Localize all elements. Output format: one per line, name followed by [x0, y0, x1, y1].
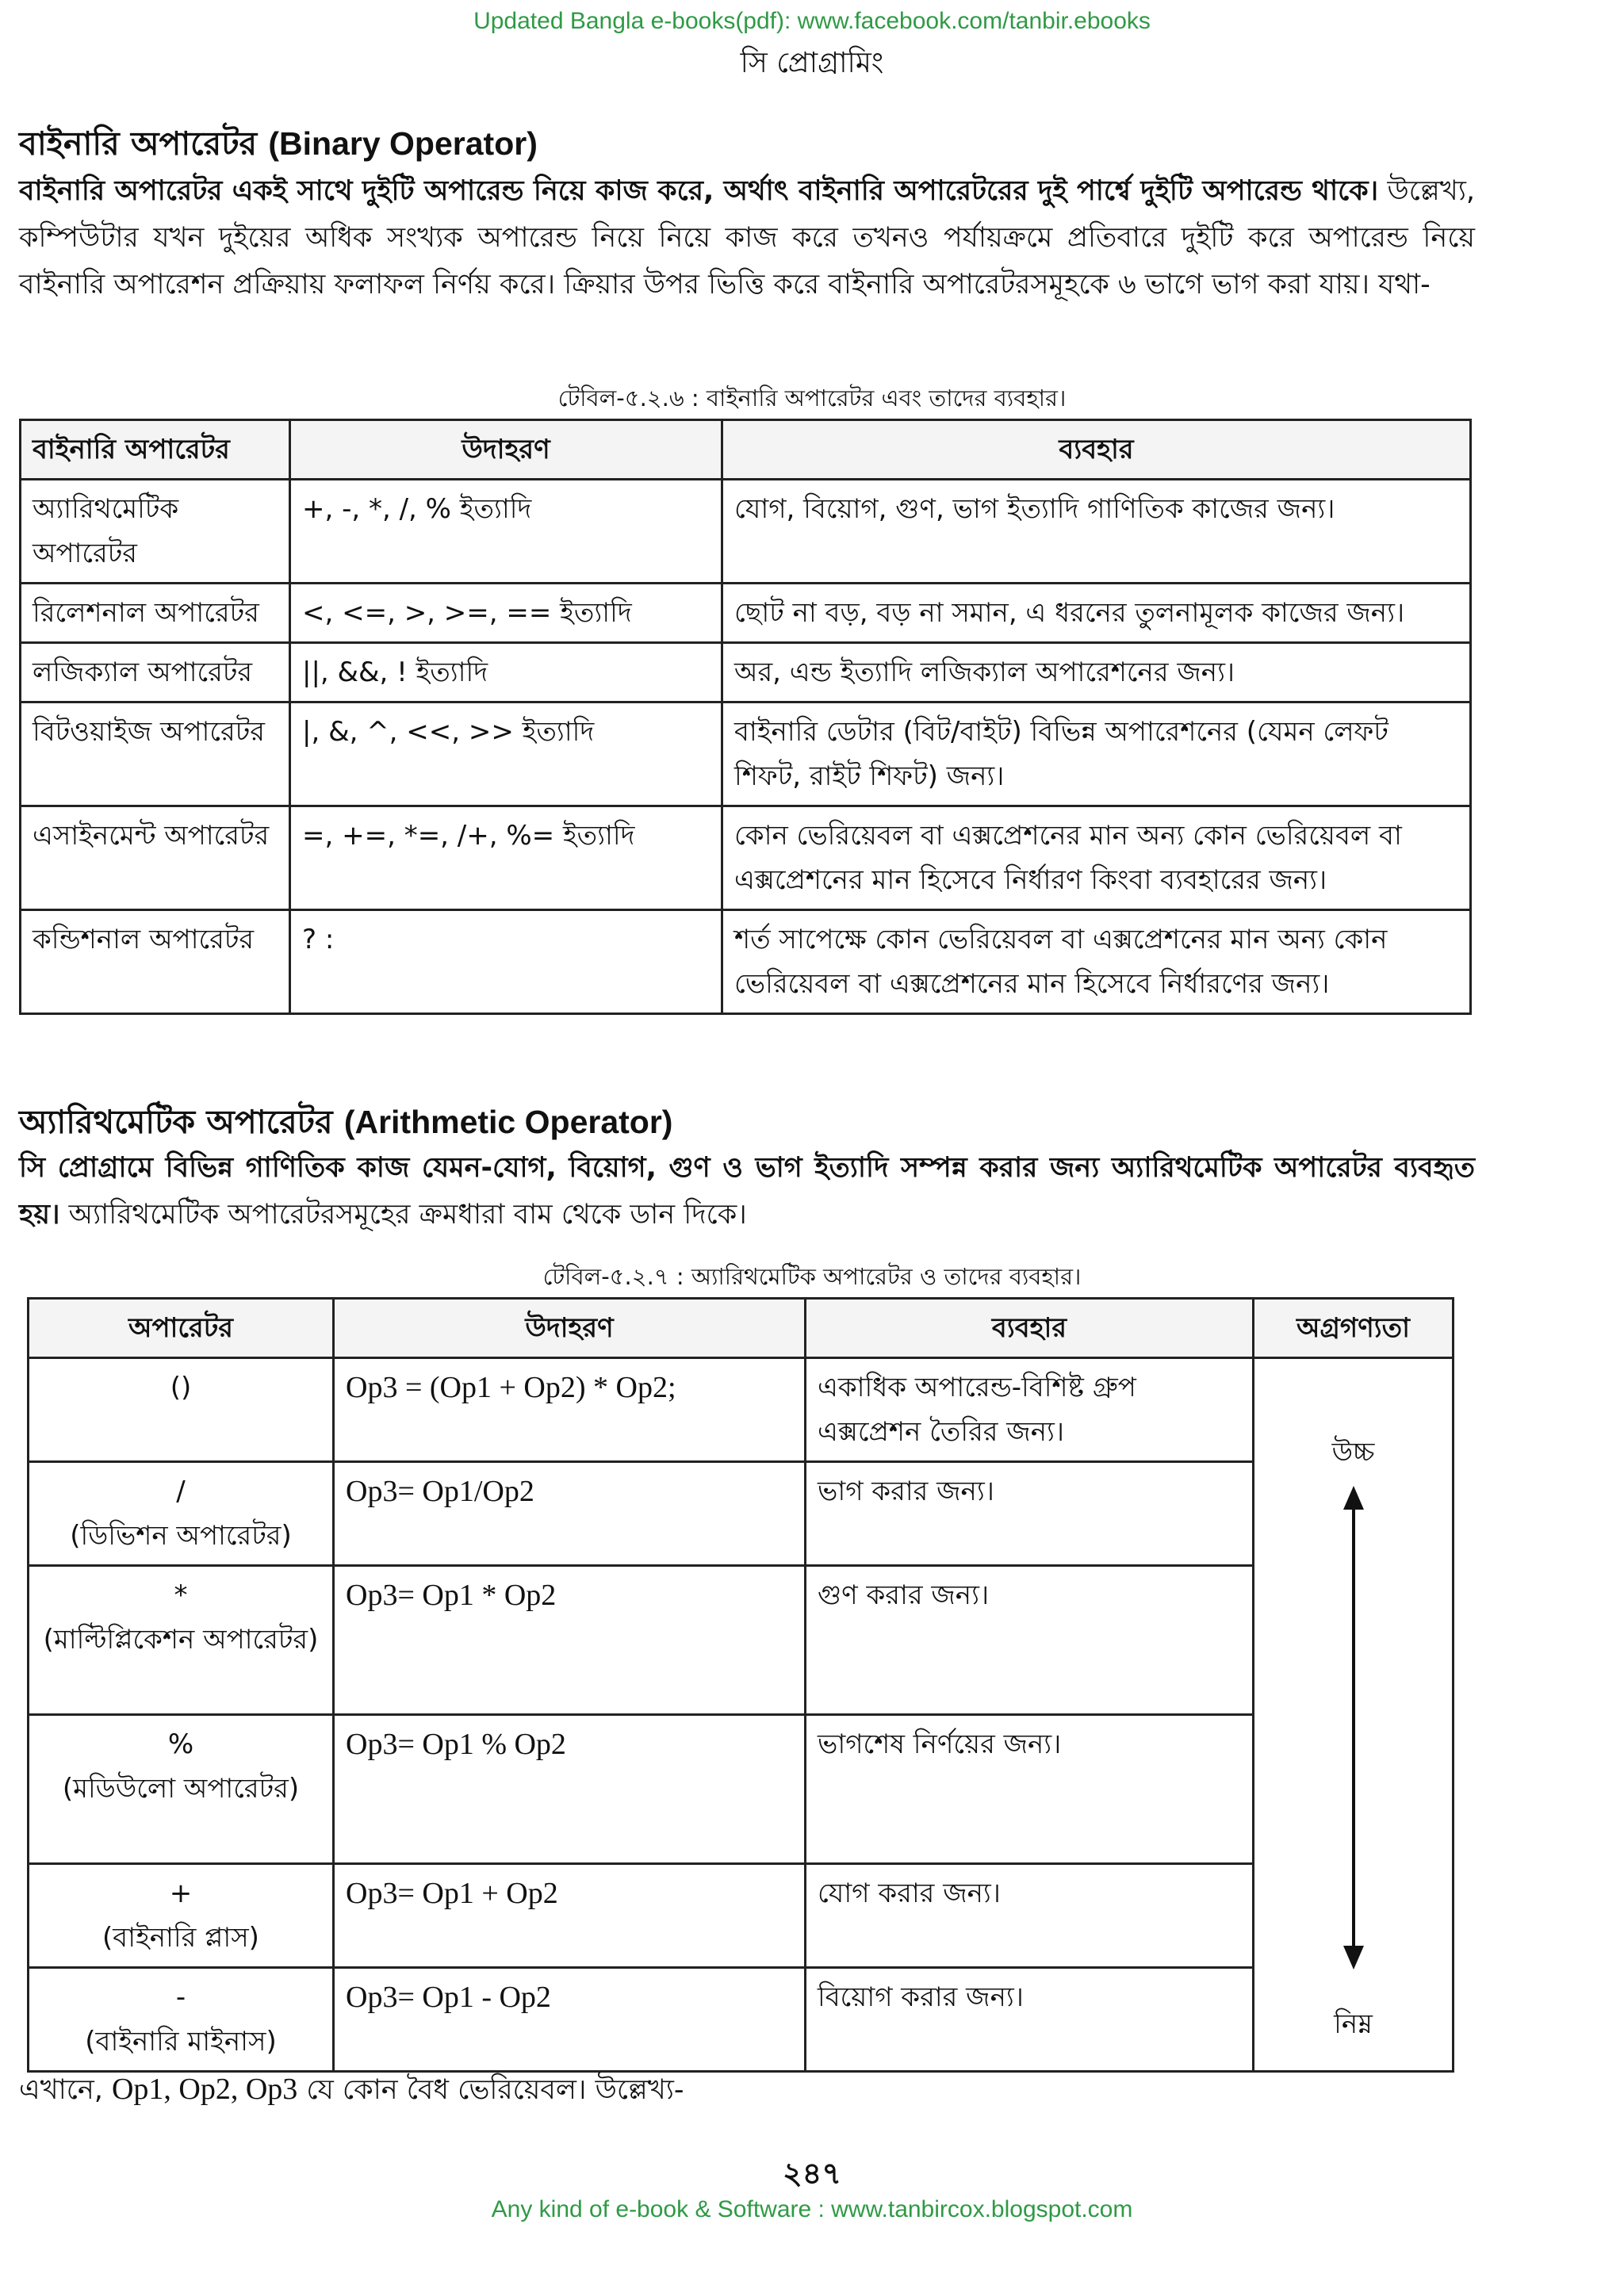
operator-type: কন্ডিশনাল অপারেটর — [21, 910, 290, 1014]
column-header: বাইনারি অপারেটর — [21, 420, 290, 480]
table-row — [29, 1715, 1454, 1864]
operator-example: Op3= Op1/Op2 — [334, 1462, 806, 1566]
paragraph-bold-text: সি প্রোগ্রামে বিভিন্ন গাণিতিক কাজ যেমন-যোগ, বিয়োগ, গুণ ও ভাগ ইত্যাদি সম্পন্ন করার জন্য অ্যারিথমেটিক অপারেটর ব্যবহৃত হয়। — [19, 1152, 1475, 1231]
note-prefix: এখানে, — [19, 2074, 112, 2106]
operator-example: ? : — [290, 910, 722, 1014]
arithmetic-intro-paragraph — [19, 1145, 1475, 1238]
page-number: ২৪৭ — [782, 2156, 842, 2191]
operator-cell — [29, 1715, 334, 1864]
operator-name: (বাইনারি মাইনাস) — [85, 2026, 277, 2058]
operator-usage: যোগ করার জন্য। — [806, 1864, 1254, 1968]
table-row — [29, 1968, 1454, 2072]
operator-type: বিটওয়াইজ অপারেটর — [21, 702, 290, 806]
operator-symbol: % — [167, 1728, 194, 1760]
operator-example: Op3= Op1 % Op2 — [334, 1715, 806, 1864]
note-text — [19, 2068, 684, 2115]
note-variables: Op1, Op2, Op3 — [111, 2073, 298, 2106]
table-header-row — [21, 420, 1471, 480]
operator-cell — [29, 1358, 334, 1462]
precedence-column — [1254, 1358, 1454, 2072]
operator-symbol: + — [169, 1878, 193, 1909]
operator-usage: একাধিক অপারেন্ড-বিশিষ্ট গ্রুপ এক্সপ্রেশন তৈরির জন্য। — [806, 1358, 1254, 1462]
top-link[interactable]: Updated Bangla e-books(pdf): www.facebook.com/tanbir.ebooks — [473, 8, 1151, 34]
column-header: উদাহরণ — [290, 420, 722, 480]
operator-example: <, <=, >, >=, == ইত্যাদি — [290, 584, 722, 643]
operator-example: +, -, *, /, % ইত্যাদি — [290, 480, 722, 584]
section-heading-binary — [19, 119, 538, 174]
table2-caption: টেবিল-৫.২.৭ : অ্যারিথমেটিক অপারেটর ও তাদের ব্যবহার। — [542, 1263, 1082, 1290]
operator-type: এসাইনমেন্ট অপারেটর — [21, 806, 290, 910]
operator-cell — [29, 1462, 334, 1566]
table-row — [21, 702, 1471, 806]
column-header: ব্যবহার — [722, 420, 1471, 480]
precedence-arrow-line — [1352, 1506, 1355, 1950]
operator-cell — [29, 1864, 334, 1968]
operator-cell — [29, 1968, 334, 2072]
binary-intro-paragraph — [19, 168, 1475, 308]
table-row — [29, 1864, 1454, 1968]
operator-usage: বিয়োগ করার জন্য। — [806, 1968, 1254, 2072]
operator-example: Op3= Op1 + Op2 — [334, 1864, 806, 1968]
column-header: অপারেটর — [29, 1299, 334, 1358]
precedence-low-label: নিম্ন — [1334, 2008, 1373, 2040]
table-row — [21, 806, 1471, 910]
note-suffix: যে কোন বৈধ ভেরিয়েবল। উল্লেখ্য- — [297, 2074, 684, 2106]
precedence-high-label: উচ্চ — [1331, 1437, 1375, 1468]
running-head: সি প্রোগ্রামিং — [740, 47, 884, 79]
operator-example: |, &, ^, <<, >> ইত্যাদি — [290, 702, 722, 806]
operator-usage: ছোট না বড়, বড় না সমান, এ ধরনের তুলনামূলক কাজের জন্য। — [722, 584, 1471, 643]
operator-name: (মডিউলো অপারেটর) — [62, 1773, 300, 1805]
paragraph-text: উল্লেখ্য, কম্পিউটার যখন দুইয়ের অধিক সংখ্যক অপারেন্ড নিয়ে নিয়ে কাজ করে তখনও পর্যায়ক্রমে প্রতিবারে দুইটি করে অপারেন্ড নিয়ে বাইনারি অপারেশন প্রক্রিয়ায় ফলাফল নির্ণয় করে। ক্রিয়ার উপর ভিত্তি করে বাইনারি অপারেটরসমূহকে ৬ ভাগে ভাগ করা যায়। যথা- — [19, 175, 1475, 300]
paragraph-text: অ্যারিথমেটিক অপারেটরসমূহের ক্রমধারা বাম থেকে ডান দিকে। — [59, 1199, 747, 1231]
heading-en: (Binary Operator) — [268, 125, 538, 162]
operator-type: লজিক্যাল অপারেটর — [21, 643, 290, 702]
column-header: উদাহরণ — [334, 1299, 806, 1358]
section-heading-arithmetic — [19, 1097, 672, 1152]
table-row — [29, 1462, 1454, 1566]
table-row — [29, 1358, 1454, 1462]
operator-usage: বাইনারি ডেটার (বিট/বাইট) বিভিন্ন অপারেশনের (যেমন লেফট শিফট, রাইট শিফট) জন্য। — [722, 702, 1471, 806]
bottom-link[interactable]: Any kind of e-book & Software : www.tanbircox.blogspot.com — [491, 2196, 1133, 2222]
table1-caption: টেবিল-৫.২.৬ : বাইনারি অপারেটর এবং তাদের ব্যবহার। — [557, 385, 1067, 412]
operator-type: রিলেশনাল অপারেটর — [21, 584, 290, 643]
table-row — [21, 643, 1471, 702]
operator-symbol: * — [174, 1579, 188, 1611]
operator-usage: ভাগশেষ নির্ণয়ের জন্য। — [806, 1715, 1254, 1864]
operator-example: =, +=, *=, /+, %= ইত্যাদি — [290, 806, 722, 910]
column-header: ব্যবহার — [806, 1299, 1254, 1358]
heading-bn: বাইনারি অপারেটর — [19, 124, 258, 163]
column-header: অগ্রগণ্যতা — [1254, 1299, 1454, 1358]
operator-usage: যোগ, বিয়োগ, গুণ, ভাগ ইত্যাদি গাণিতিক কাজের জন্য। — [722, 480, 1471, 584]
paragraph-bold-text: বাইনারি অপারেটর একই সাথে দুইটি অপারেন্ড নিয়ে কাজ করে, অর্থাৎ বাইনারি অপারেটরের দুই পার্শ্বে দুইটি অপারেন্ড থাকে। — [19, 175, 1379, 207]
operator-usage: শর্ত সাপেক্ষে কোন ভেরিয়েবল বা এক্সপ্রেশনের মান অন্য কোন ভেরিয়েবল বা এক্সপ্রেশনের মান হিসেবে নির্ধারণের জন্য। — [722, 910, 1471, 1014]
heading-en: (Arithmetic Operator) — [343, 1104, 673, 1140]
table-row — [21, 480, 1471, 584]
table-row — [21, 584, 1471, 643]
operator-name: (মাল্টিপ্লিকেশন অপারেটর) — [43, 1624, 319, 1656]
operator-example: Op3= Op1 - Op2 — [334, 1968, 806, 2072]
operator-symbol: - — [175, 1981, 186, 2013]
table-row — [29, 1566, 1454, 1715]
operator-usage: গুণ করার জন্য। — [806, 1566, 1254, 1715]
operator-cell — [29, 1566, 334, 1715]
operator-example: Op3 = (Op1 + Op2) * Op2; — [334, 1358, 806, 1462]
operator-usage: অর, এন্ড ইত্যাদি লজিক্যাল অপারেশনের জন্য। — [722, 643, 1471, 702]
operator-symbol: () — [170, 1372, 192, 1403]
arithmetic-operator-table — [27, 1297, 1454, 2073]
table-header-row — [29, 1299, 1454, 1358]
operator-name: (বাইনারি প্লাস) — [102, 1922, 259, 1954]
arrow-down-icon — [1343, 1946, 1364, 1970]
operator-example: ||, &&, ! ইত্যাদি — [290, 643, 722, 702]
operator-usage: ভাগ করার জন্য। — [806, 1462, 1254, 1566]
table-row — [21, 910, 1471, 1014]
operator-usage: কোন ভেরিয়েবল বা এক্সপ্রেশনের মান অন্য কোন ভেরিয়েবল বা এক্সপ্রেশনের মান হিসেবে নির্ধারণ কিংবা ব্যবহারের জন্য। — [722, 806, 1471, 910]
binary-operator-table — [19, 419, 1472, 1015]
operator-name: (ডিভিশন অপারেটর) — [70, 1520, 292, 1552]
operator-example: Op3= Op1 * Op2 — [334, 1566, 806, 1715]
operator-symbol: / — [176, 1476, 186, 1507]
heading-bn: অ্যারিথমেটিক অপারেটর — [19, 1103, 333, 1141]
operator-type: অ্যারিথমেটিক অপারেটর — [21, 480, 290, 584]
